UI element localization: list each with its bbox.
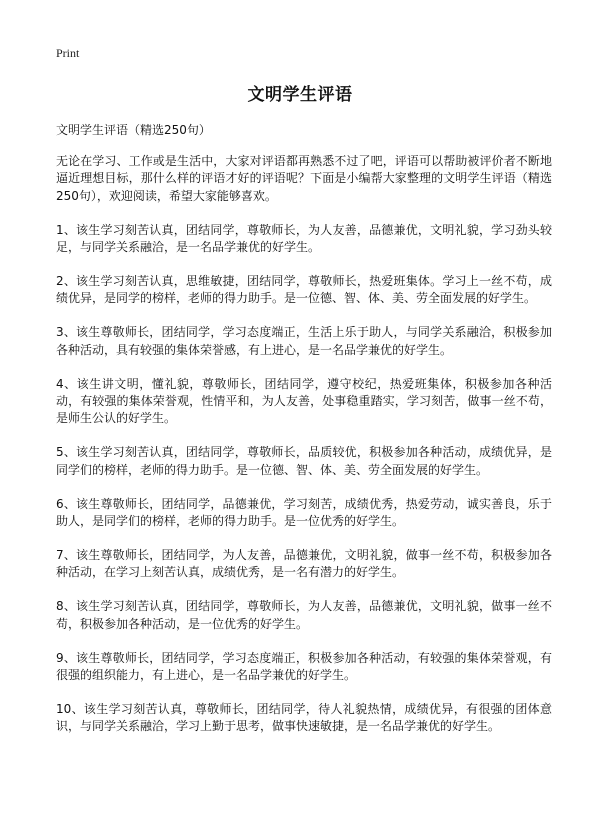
comment-item-4: 4、该生讲文明，懂礼貌，尊敬师长，团结同学，遵守校纪，热爱班集体，积极参加各种活动，有较强的集体荣誉观，性情平和，为人友善，处事稳重踏实，学习刻苦，做事一丝不苟，是师生公认的好学生。 — [56, 376, 552, 426]
comment-item-8: 8、该生学习刻苦认真，团结同学，尊敬师长，为人友善，品德兼优，文明礼貌，做事一丝不苟，积极参加各种活动，是一位优秀的好学生。 — [56, 599, 552, 631]
comment-item-2: 2、该生学习刻苦认真，思维敏捷，团结同学，尊敬师长，热爱班集体。学习上一丝不苟，成绩优异，是同学的榜样，老师的得力助手。是一位德、智、体、美、劳全面发展的好学生。 — [56, 274, 552, 306]
intro-paragraph: 无论在学习、工作或是生活中，大家对评语都再熟悉不过了吧，评语可以帮助被评价者不断地逼近理想目标，那什么样的评语才好的评语呢？下面是小编帮大家整理的文明学生评语（精选250句），欢迎阅读，希望大家能够喜欢。 — [56, 154, 552, 203]
comment-item-10: 10、该生学习刻苦认真，尊敬师长，团结同学，待人礼貌热情，成绩优异，有很强的团体意识，与同学关系融洽，学习上勤于思考，做事快速敏捷，是一名品学兼优的好学生。 — [56, 701, 552, 734]
article-subtitle: 文明学生评语（精选250句） — [56, 123, 211, 137]
article-body — [56, 121, 552, 752]
comment-item-1: 1、该生学习刻苦认真，团结同学，尊敬师长，为人友善，品德兼优，文明礼貌，学习劲头较足，与同学关系融洽，是一名品学兼优的好学生。 — [56, 222, 552, 255]
comment-item-7: 7、该生尊敬师长，团结同学，为人友善，品德兼优，文明礼貌，做事一丝不苟，积极参加各种活动，在学习上刻苦认真，成绩优秀，是一名有潜力的好学生。 — [56, 548, 552, 580]
page-title: 文明学生评语 — [247, 85, 353, 105]
comment-item-3: 3、该生尊敬师长，团结同学，学习态度端正，生活上乐于助人，与同学关系融洽，积极参加各种活动，具有较强的集体荣誉感，有上进心，是一名品学兼优的好学生。 — [56, 325, 552, 357]
print-link[interactable]: Print — [56, 46, 80, 60]
comment-item-5: 5、该生学习刻苦认真，团结同学，尊敬师长，品质较优，积极参加各种活动，成绩优异，是同学们的榜样，老师的得力助手。是一位德、智、体、美、劳全面发展的好学生。 — [56, 445, 552, 477]
comment-item-9: 9、该生尊敬师长，团结同学，学习态度端正，积极参加各种活动，有较强的集体荣誉观，有很强的组织能力，有上进心，是一名品学兼优的好学生。 — [56, 650, 552, 683]
comment-item-6: 6、该生尊敬师长，团结同学，品德兼优，学习刻苦，成绩优秀，热爱劳动，诚实善良，乐于助人，是同学们的榜样，老师的得力助手。是一位优秀的好学生。 — [56, 496, 552, 529]
